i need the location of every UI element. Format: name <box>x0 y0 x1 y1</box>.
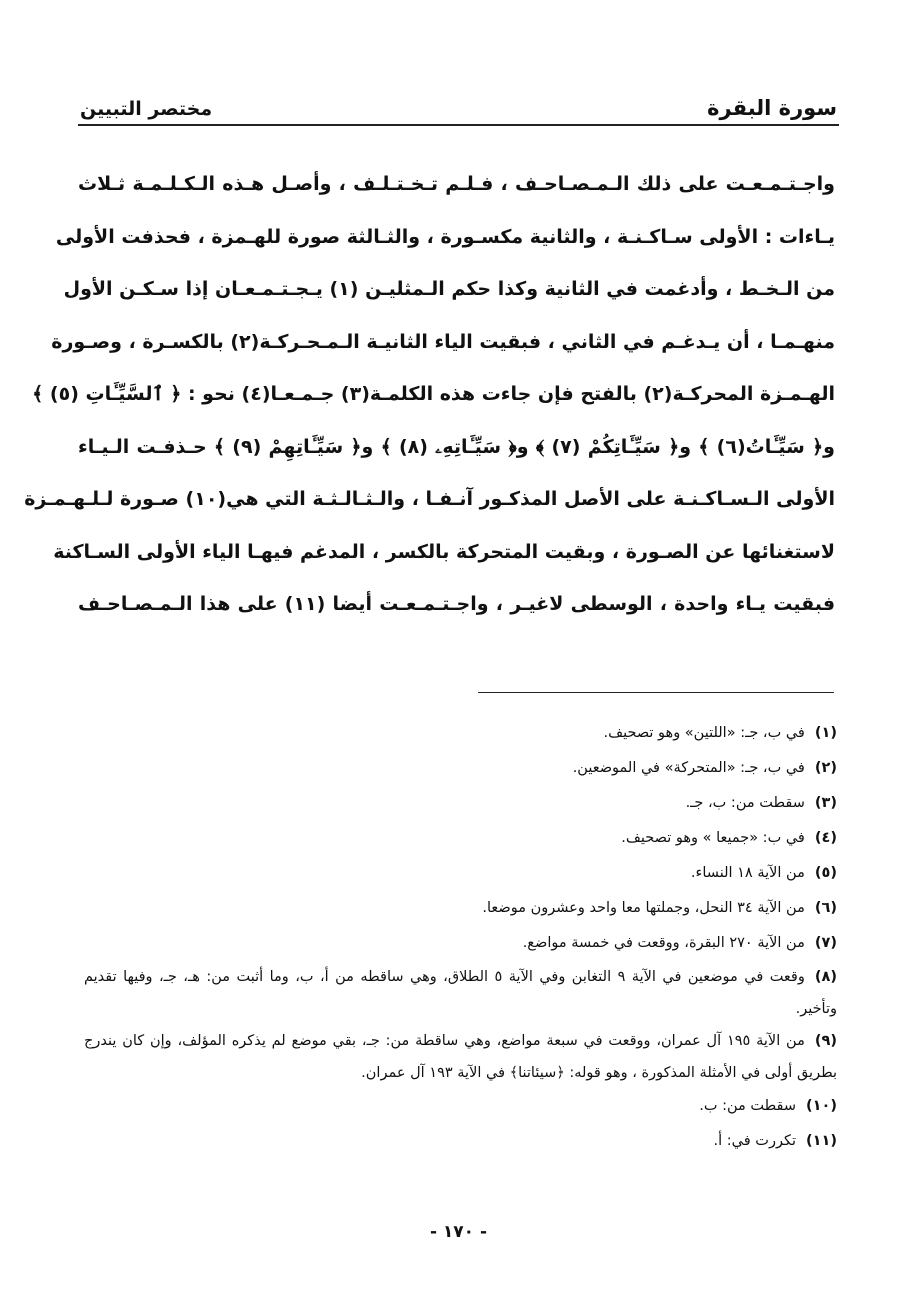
footnote-text: في ب، جـ: «المتحركة» في الموضعين. <box>572 760 805 776</box>
footnote-item <box>84 1089 837 1124</box>
footnote-item <box>84 1124 837 1159</box>
footnote-number: (٣) <box>814 795 837 811</box>
header-divider <box>78 124 839 126</box>
footnote-item <box>84 961 837 1025</box>
text-line: منهـمـا ، أن يـدغـم في الثاني ، فبقيت الياء الثانيـة الـمـحـركـة(٢) بالكسـرة ، وصـورة <box>51 330 835 353</box>
footnote-item <box>84 926 837 961</box>
book-title: مختصر التبيين <box>80 98 213 120</box>
text-line: و﴿ سَيِّـَٔاتُ(٦) ﴾ و﴿ سَيِّـَٔاتِكُمْ (٧) ﴾ و﴿ سَيِّـَٔاتِهِۦ (٨) ﴾ و﴿ سَيِّـَٔاتِهِمْ (٩) ﴾ حـذفـت الـيـاء <box>78 435 835 458</box>
page-header <box>80 80 837 120</box>
footnote-number: (١٠) <box>806 1098 837 1114</box>
footnote-text: من الآية ١٨ النساء. <box>690 865 805 881</box>
footnote-number: (٥) <box>814 865 837 881</box>
text-line: الأولى الـسـاكـنـة على الأصل المذكـور آنـفـا ، والـثـالـثـة التي هي(١٠) صـورة لـلـهـمـزة <box>24 488 835 510</box>
footnote-number: (١) <box>814 725 837 741</box>
text-line: لاستغنائها عن الصـورة ، وبقيت المتحركة بالكسر ، المدغم فيهـا الياء الأولى السـاكنة <box>53 540 835 563</box>
footnote-number: (٩) <box>814 1033 837 1049</box>
footnote-item <box>84 821 837 856</box>
footnote-text: من الآية ٢٧٠ البقرة، ووقعت في خمسة مواضع. <box>522 935 805 951</box>
footnote-text: تكررت في: أ. <box>713 1133 797 1149</box>
text-line: فبقيت يـاء واحدة ، الوسطى لاغيـر ، واجـتـمـعـت أيضا (١١) على هذا الـمـصـاحـف <box>78 593 836 615</box>
footnote-item <box>84 1025 837 1089</box>
footnote-text: وقعت في موضعين في الآية ٩ التغابن وفي الآية ٥ الطلاق، وهي ساقطه من أ، ب، وما أثبت من: هـ، جـ، وفيها تقديم وتأخير. <box>84 969 837 1017</box>
footnote-number: (٨) <box>814 969 838 985</box>
main-text <box>24 158 836 631</box>
footnote-item <box>84 716 837 751</box>
footnote-text: في ب: «جميعا » وهو تصحيف. <box>621 830 805 846</box>
text-line: الهـمـزة المحركـة(٢) بالفتح فإن جاءت هذه الكلمـة(٣) جـمـعـا(٤) نحو : ﴿ ٱلسَّيِّـَٔاتِ (٥) ﴾ <box>32 383 835 405</box>
footnote-number: (٢) <box>814 760 837 776</box>
footnote-item <box>84 856 837 891</box>
text-line: يـاءات : الأولى سـاكـنـة ، والثانية مكسـورة ، والثـالثة صورة للهـمزة ، فحذفت الأولى <box>55 225 835 248</box>
footnote-number: (٤) <box>814 830 837 846</box>
footnote-text: من الآية ٣٤ النحل، وجملتها معا واحد وعشرون موضعا. <box>482 900 805 916</box>
footnotes <box>84 716 837 1159</box>
surah-title: سورة البقرة <box>707 96 837 120</box>
footnote-divider <box>478 692 834 693</box>
footnote-text: سقطت من: ب. <box>699 1098 797 1114</box>
footnote-text: في ب، جـ: «اللتين» وهو تصحيف. <box>603 725 805 741</box>
footnote-item <box>84 786 837 821</box>
footnote-number: (٧) <box>814 935 837 951</box>
text-line: من الـخـط ، وأدغمت في الثانية وكذا حكم الـمثليـن (١) يـجـتـمـعـان إذا سـكـن الأول <box>63 278 835 300</box>
footnote-item <box>84 891 837 926</box>
text-line: واجـتـمـعـت على ذلك الـمـصـاحـف ، فـلـم تـخـتـلـف ، وأصـل هـذه الـكـلـمـة ثـلاث <box>78 173 835 195</box>
footnote-item <box>84 751 837 786</box>
footnote-number: (١١) <box>806 1133 837 1149</box>
footnote-text: سقطت من: ب، جـ. <box>685 795 805 811</box>
footnote-number: (٦) <box>814 900 837 916</box>
footnote-text: من الآية ١٩٥ آل عمران، ووقعت في سبعة مواضع، وهي ساقطة من: جـ، بقي موضع لم يذكره المؤلف، وإن كان يندرج بطريق أولى في الأمثلة المذكورة ، وهو قوله: ﴿سيئاتنا﴾ في الآية ١٩٣ آل عمران. <box>84 1033 837 1081</box>
page-number: - ١٧٠ - <box>429 1222 488 1242</box>
